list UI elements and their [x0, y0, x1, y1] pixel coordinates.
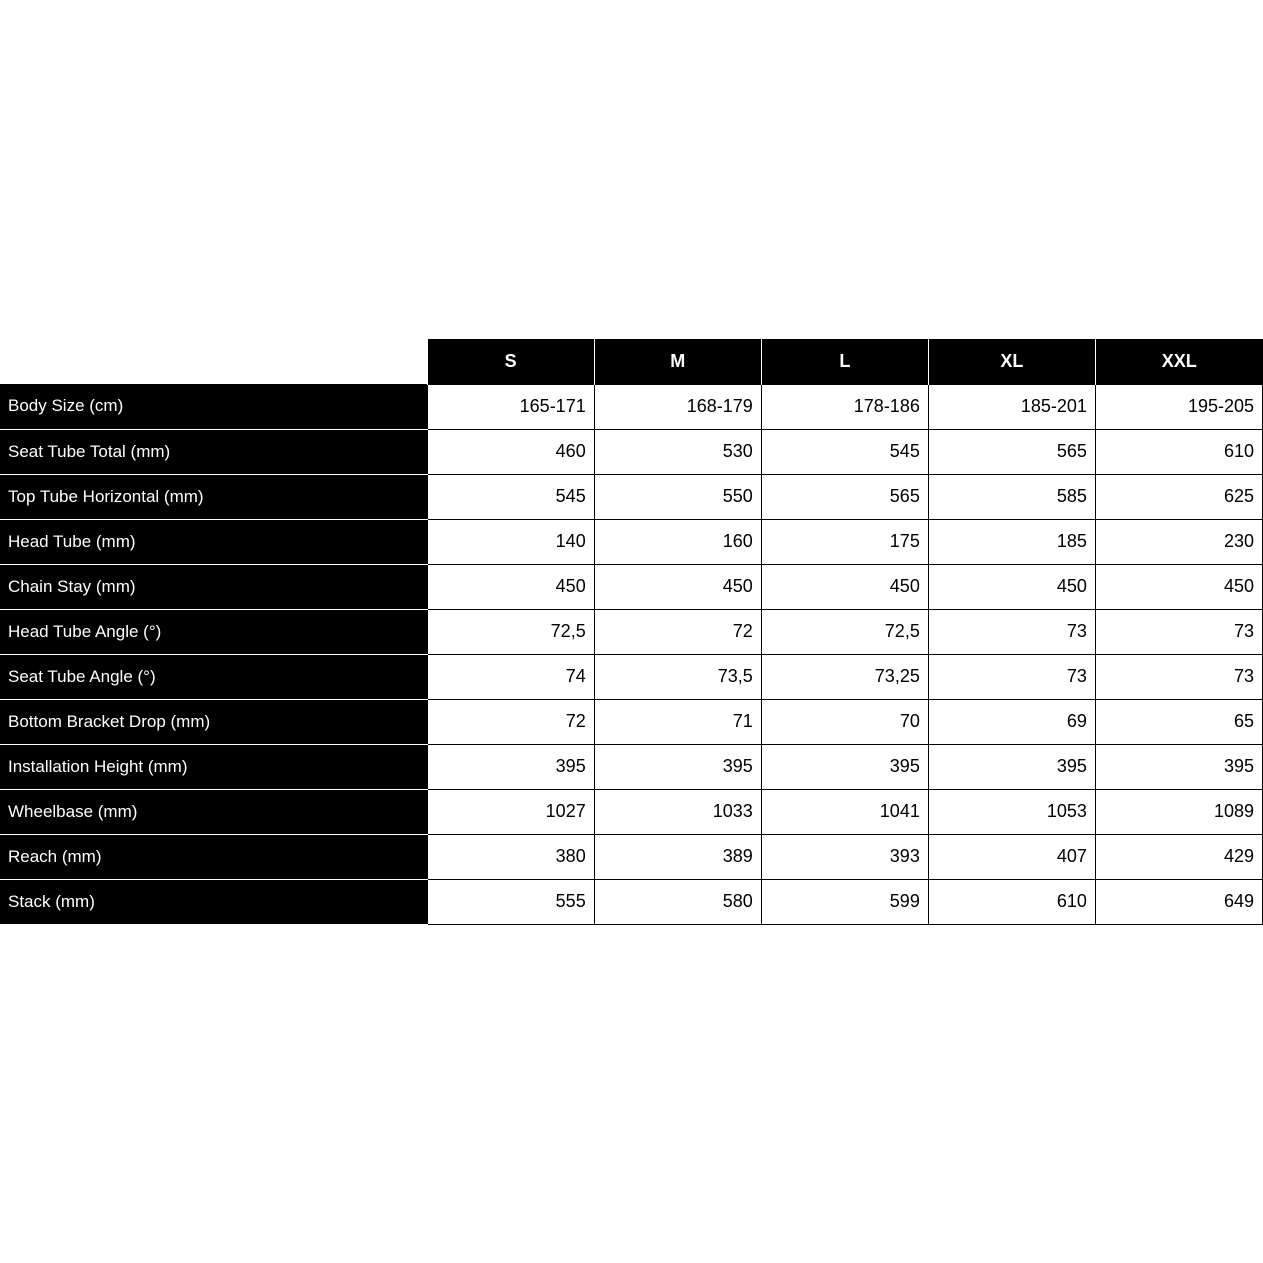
table-cell: 550 — [594, 474, 761, 519]
table-row — [0, 429, 1263, 474]
row-label: Stack (mm) — [0, 879, 427, 924]
table-row — [0, 789, 1263, 834]
header-row — [0, 339, 1263, 384]
row-label: Bottom Bracket Drop (mm) — [0, 699, 427, 744]
table-cell: 407 — [928, 834, 1095, 879]
table-row — [0, 474, 1263, 519]
table-cell: 73 — [1095, 609, 1262, 654]
table-cell: 175 — [761, 519, 928, 564]
table-cell: 530 — [594, 429, 761, 474]
size-header-l: L — [761, 339, 928, 384]
header-corner — [0, 339, 427, 384]
table-cell: 73 — [1095, 654, 1262, 699]
table-row — [0, 609, 1263, 654]
table-cell: 72 — [427, 699, 594, 744]
table-header — [0, 339, 1263, 384]
table-body — [0, 384, 1263, 924]
table-cell: 395 — [427, 744, 594, 789]
table-cell: 545 — [761, 429, 928, 474]
table-cell: 649 — [1095, 879, 1262, 924]
table-cell: 393 — [761, 834, 928, 879]
table-cell: 70 — [761, 699, 928, 744]
table-cell: 73,5 — [594, 654, 761, 699]
table-row — [0, 564, 1263, 609]
table-cell: 450 — [928, 564, 1095, 609]
size-header-xl: XL — [928, 339, 1095, 384]
table-row — [0, 834, 1263, 879]
table-cell: 450 — [427, 564, 594, 609]
table-cell: 545 — [427, 474, 594, 519]
size-header-xxl: XXL — [1095, 339, 1262, 384]
table-cell: 450 — [761, 564, 928, 609]
table-cell: 395 — [928, 744, 1095, 789]
table-cell: 71 — [594, 699, 761, 744]
table-cell: 625 — [1095, 474, 1262, 519]
table-cell: 1041 — [761, 789, 928, 834]
table-cell: 65 — [1095, 699, 1262, 744]
table-cell: 580 — [594, 879, 761, 924]
size-header-s: S — [427, 339, 594, 384]
table-cell: 72 — [594, 609, 761, 654]
row-label: Installation Height (mm) — [0, 744, 427, 789]
row-label: Seat Tube Total (mm) — [0, 429, 427, 474]
table-row — [0, 384, 1263, 429]
table-cell: 610 — [1095, 429, 1262, 474]
table-cell: 73,25 — [761, 654, 928, 699]
row-label: Chain Stay (mm) — [0, 564, 427, 609]
table-cell: 195-205 — [1095, 384, 1262, 429]
row-label: Head Tube Angle (°) — [0, 609, 427, 654]
table-row — [0, 879, 1263, 924]
row-label: Reach (mm) — [0, 834, 427, 879]
table-cell: 140 — [427, 519, 594, 564]
table-cell: 72,5 — [761, 609, 928, 654]
size-header-m: M — [594, 339, 761, 384]
row-label: Head Tube (mm) — [0, 519, 427, 564]
table-cell: 72,5 — [427, 609, 594, 654]
table-cell: 450 — [594, 564, 761, 609]
table-cell: 74 — [427, 654, 594, 699]
table-row — [0, 699, 1263, 744]
table-cell: 1033 — [594, 789, 761, 834]
table-cell: 395 — [594, 744, 761, 789]
table-cell: 185 — [928, 519, 1095, 564]
table-cell: 168-179 — [594, 384, 761, 429]
table-cell: 389 — [594, 834, 761, 879]
table-cell: 395 — [1095, 744, 1262, 789]
table-cell: 460 — [427, 429, 594, 474]
table-cell: 450 — [1095, 564, 1262, 609]
table-cell: 610 — [928, 879, 1095, 924]
table-cell: 565 — [928, 429, 1095, 474]
geometry-table — [0, 339, 1263, 925]
table-cell: 73 — [928, 654, 1095, 699]
table-cell: 185-201 — [928, 384, 1095, 429]
table-cell: 73 — [928, 609, 1095, 654]
table-cell: 585 — [928, 474, 1095, 519]
table-cell: 160 — [594, 519, 761, 564]
table-cell: 599 — [761, 879, 928, 924]
table-row — [0, 744, 1263, 789]
table-row — [0, 654, 1263, 699]
row-label: Top Tube Horizontal (mm) — [0, 474, 427, 519]
table-cell: 165-171 — [427, 384, 594, 429]
table-cell: 1027 — [427, 789, 594, 834]
table-cell: 1089 — [1095, 789, 1262, 834]
table-cell: 429 — [1095, 834, 1262, 879]
table-cell: 1053 — [928, 789, 1095, 834]
table-cell: 230 — [1095, 519, 1262, 564]
table-cell: 395 — [761, 744, 928, 789]
row-label: Body Size (cm) — [0, 384, 427, 429]
table-row — [0, 519, 1263, 564]
table-cell: 178-186 — [761, 384, 928, 429]
table-cell: 380 — [427, 834, 594, 879]
table-cell: 565 — [761, 474, 928, 519]
table-cell: 555 — [427, 879, 594, 924]
row-label: Wheelbase (mm) — [0, 789, 427, 834]
table-cell: 69 — [928, 699, 1095, 744]
row-label: Seat Tube Angle (°) — [0, 654, 427, 699]
